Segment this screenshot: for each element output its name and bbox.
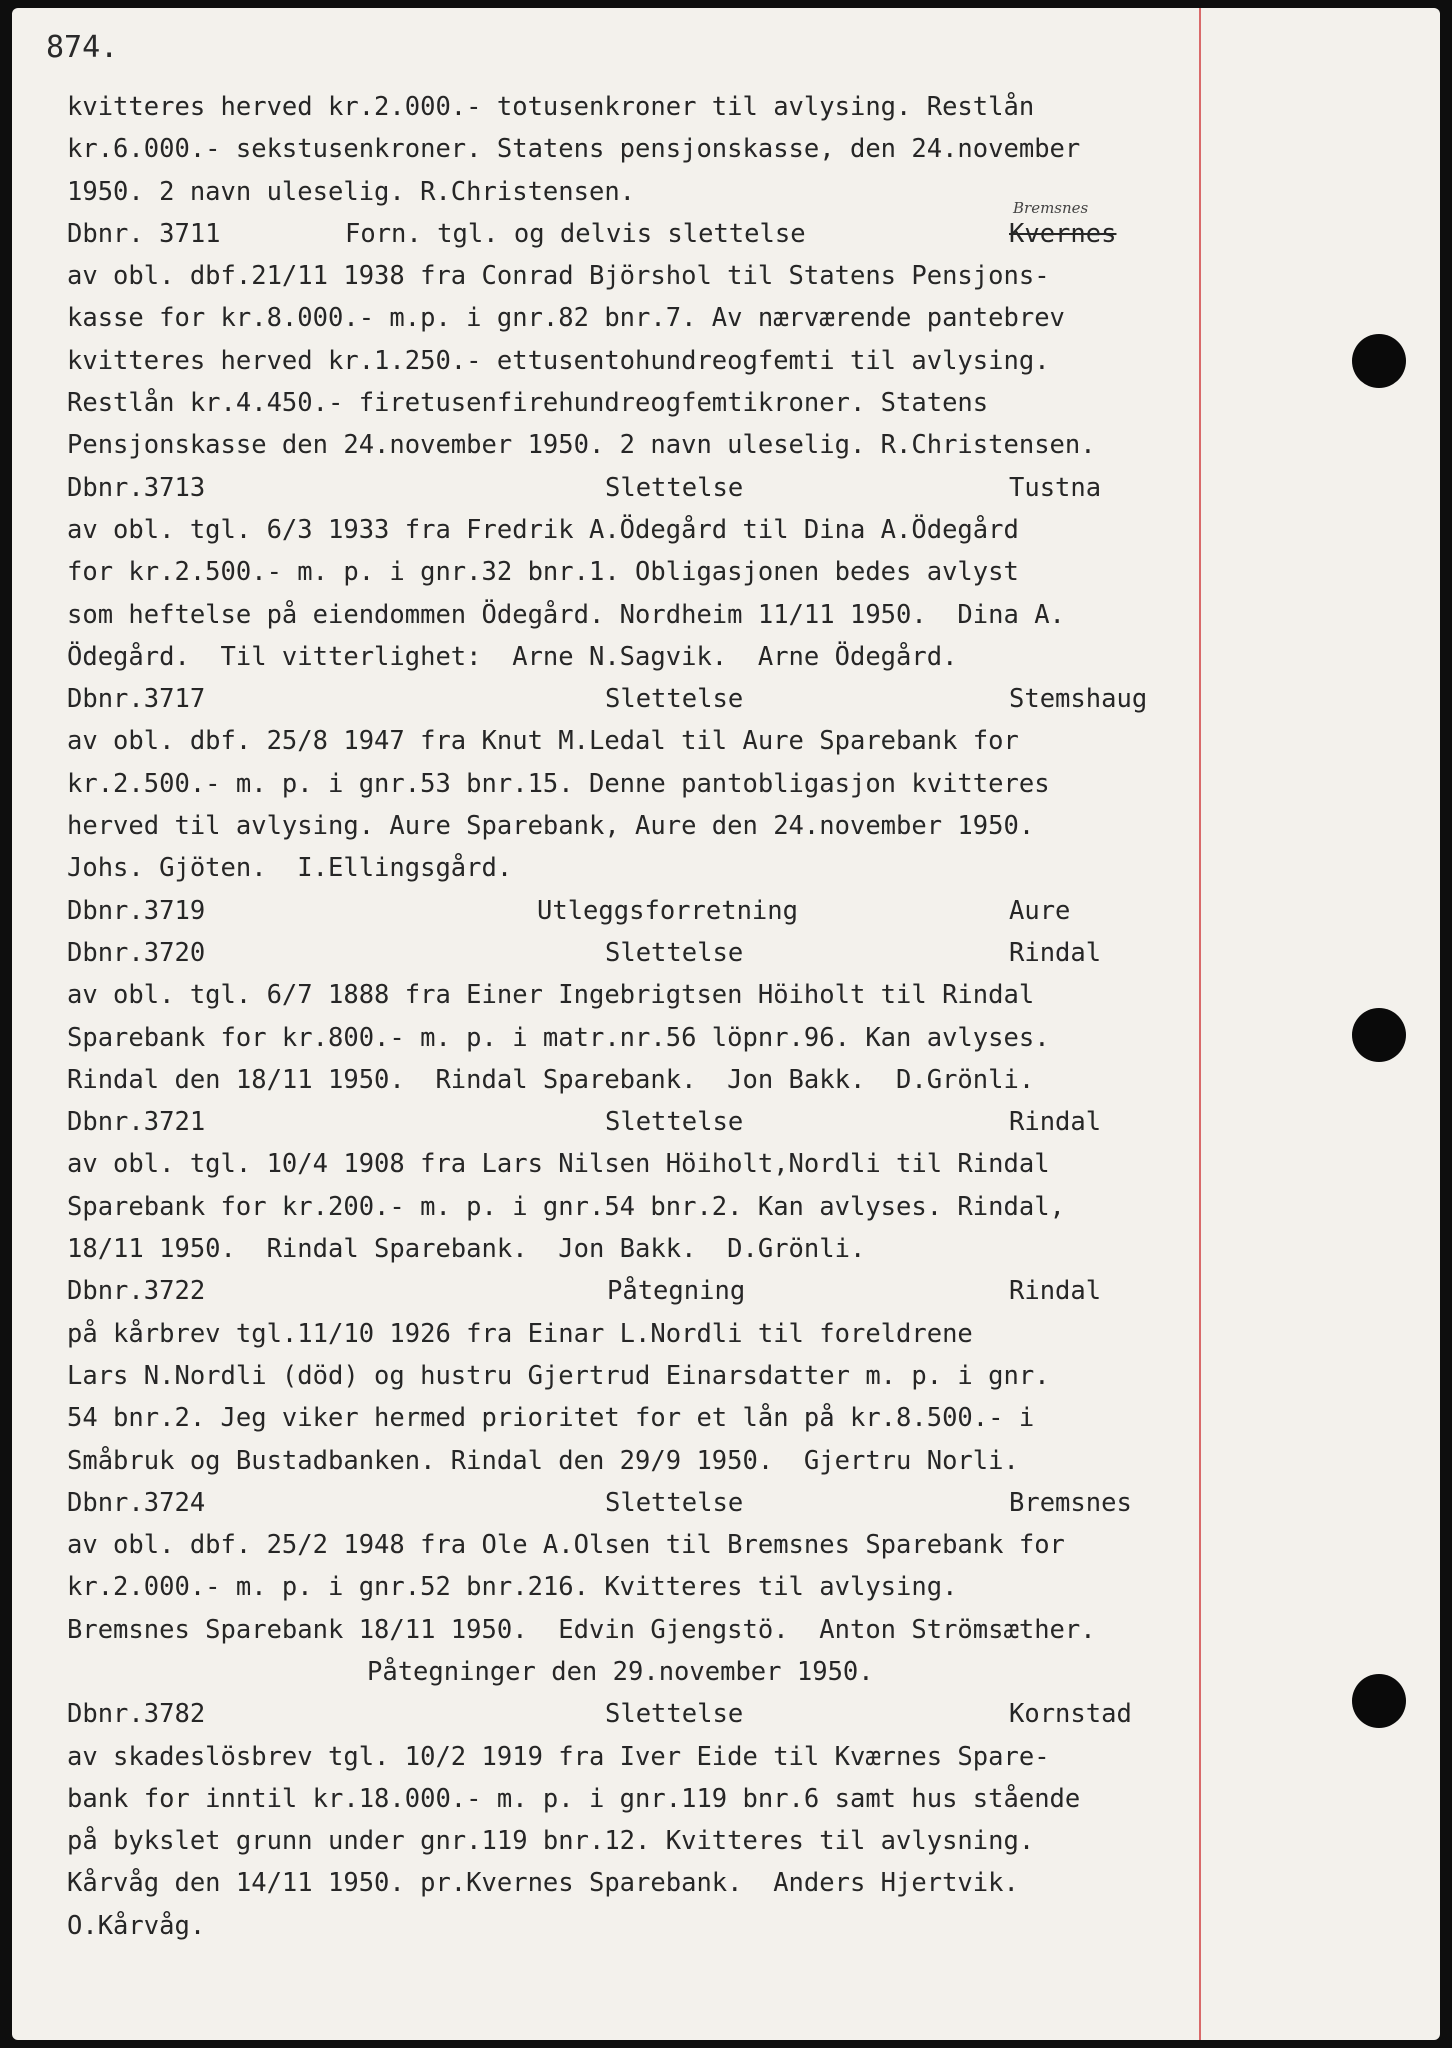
entry-number: Dbnr.3722 [67,1276,206,1307]
punch-hole [1352,1008,1406,1062]
entry-header [67,1693,1227,1735]
text-line-content: 1950. 2 navn uleselig. R.Christensen. [67,176,636,207]
text-line [67,86,1227,128]
text-line [67,1059,1227,1101]
text-line-content: av obl. dbf. 25/8 1947 fra Knut M.Ledal til Aure Sparebank for [67,726,1019,757]
text-line-content: Johs. Gjöten. I.Ellingsgård. [67,853,513,884]
text-line [67,382,1227,424]
entry-header [67,1270,1227,1312]
text-line [67,720,1227,762]
text-line-content: for kr.2.500.- m. p. i gnr.32 bnr.1. Obligasjonen bedes avlyst [67,557,1019,588]
entry-type: Utleggsforretning [537,895,798,926]
entry-header [67,932,1227,974]
text-line-content: Restlån kr.4.450.- firetusenfirehundreogfemtikroner. Statens [67,388,989,419]
text-line [67,1355,1227,1397]
text-line-content: herved til avlysing. Aure Sparebank, Aure den 24.november 1950. [67,811,1035,842]
text-line-content: Rindal den 18/11 1950. Rindal Sparebank. Jon Bakk. D.Grönli. [67,1064,1035,1095]
text-line-content: av obl. tgl. 10/4 1908 fra Lars Nilsen Höiholt,Nordli til Rindal [67,1149,1050,1180]
text-line-content: kvitteres herved kr.2.000.- totusenkroner til avlysing. Restlån [67,92,1035,122]
entry-type: Slettelse [605,1487,744,1518]
entry-header [67,1482,1227,1524]
text-line-content: Småbruk og Bustadbanken. Rindal den 29/9 1950. Gjertru Norli. [67,1445,1019,1476]
text-line [67,1186,1227,1228]
text-line [67,1440,1227,1482]
text-line [67,1820,1227,1862]
entry-number: Dbnr.3721 [67,1107,206,1138]
text-line [67,974,1227,1016]
text-line [67,1862,1227,1904]
text-line [67,847,1227,889]
text-line [67,424,1227,466]
text-line-content: bank for inntil kr.18.000.- m. p. i gnr.119 bnr.6 samt hus stående [67,1783,1081,1814]
text-line-content: av obl. tgl. 6/7 1888 fra Einer Ingebrigtsen Höiholt til Rindal [67,980,1035,1011]
text-line [67,128,1227,170]
text-line-content: Lars N.Nordli (död) og hustru Gjertrud Einarsdatter m. p. i gnr. [67,1360,1050,1391]
entry-number: Dbnr.3782 [67,1699,206,1730]
text-line [67,1313,1227,1355]
text-line-content: av obl. dbf.21/11 1938 fra Conrad Björshol til Statens Pensjons- [67,261,1050,292]
entry-place: Aure [1009,895,1071,926]
entry-number: Dbnr.3724 [67,1487,206,1518]
text-line-content: O.Kårvåg. [67,1910,206,1941]
page-number: 874. [46,30,119,65]
ledger-page [12,8,1440,2040]
entry-number: Dbnr. 3711 [67,218,221,249]
entry-number: Dbnr.3717 [67,684,206,715]
text-line-content: som heftelse på eiendommen Ödegård. Nordheim 11/11 1950. Dina A. [67,599,1065,630]
text-line [67,1905,1227,1947]
text-line-content: Pensjonskasse den 24.november 1950. 2 navn uleselig. R.Christensen. [67,430,1096,461]
entry-type: Slettelse [605,1699,744,1730]
section-heading-text: Påtegninger den 29.november 1950. [367,1656,874,1687]
text-line-content: på kårbrev tgl.11/10 1926 fra Einar L.Nordli til foreldrene [67,1318,973,1349]
entry-place: Rindal [1009,1107,1102,1138]
entry-place: Rindal [1009,1276,1102,1307]
entry-place: Bremsnes [1009,1487,1132,1518]
text-line [67,594,1227,636]
punch-hole [1352,1674,1406,1728]
entry-header [67,467,1227,509]
punch-hole [1352,334,1406,388]
text-line [67,551,1227,593]
text-line-content: Kårvåg den 14/11 1950. pr.Kvernes Sparebank. Anders Hjertvik. [67,1868,1019,1899]
text-line-content: Ödegård. Til vitterlighet: Arne N.Sagvik. Arne Ödegård. [67,641,958,672]
text-line [67,297,1227,339]
text-line [67,509,1227,551]
text-line [67,340,1227,382]
text-line [67,1778,1227,1820]
text-line-content: kasse for kr.8.000.- m.p. i gnr.82 bnr.7. Av nærværende pantebrev [67,303,1065,334]
text-line [67,1228,1227,1270]
text-line [67,1524,1227,1566]
ledger-text [67,86,1227,1947]
text-line [67,1609,1227,1651]
text-line-content: 54 bnr.2. Jeg viker hermed prioritet for et lån på kr.8.500.- i [67,1403,1035,1434]
text-line [67,763,1227,805]
text-line [67,1736,1227,1778]
entry-place: Stemshaug [1009,684,1148,715]
entry-type: Slettelse [605,937,744,968]
entry-place: Kvernes [1009,218,1117,249]
text-line-content: Sparebank for kr.200.- m. p. i gnr.54 bnr.2. Kan avlyses. Rindal, [67,1191,1065,1222]
text-line-content: Bremsnes Sparebank 18/11 1950. Edvin Gjengstö. Anton Strömsæther. [67,1614,1096,1645]
text-line-content: 18/11 1950. Rindal Sparebank. Jon Bakk. D.Grönli. [67,1234,866,1265]
entry-header [67,678,1227,720]
section-heading [67,1651,1227,1693]
entry-type: Slettelse [605,684,744,715]
text-line [67,636,1227,678]
text-line-content: kr.6.000.- sekstusenkroner. Statens pensjonskasse, den 24.november [67,134,1081,165]
text-line-content: Sparebank for kr.800.- m. p. i matr.nr.56 löpnr.96. Kan avlyses. [67,1022,1050,1053]
entry-number: Dbnr.3713 [67,472,206,503]
text-line [67,255,1227,297]
text-line-content: av skadeslösbrev tgl. 10/2 1919 fra Iver Eide til Kværnes Spare- [67,1741,1050,1772]
entry-number: Dbnr.3719 [67,895,206,926]
entry-type: Påtegning [607,1276,746,1307]
text-line-content: av obl. tgl. 6/3 1933 fra Fredrik A.Ödegård til Dina A.Ödegård [67,514,1019,545]
text-line-content: kr.2.500.- m. p. i gnr.53 bnr.15. Denne pantobligasjon kvitteres [67,768,1050,799]
text-line [67,805,1227,847]
text-line [67,1017,1227,1059]
text-line-content: av obl. dbf. 25/2 1948 fra Ole A.Olsen til Bremsnes Sparebank for [67,1530,1065,1561]
entry-place: Kornstad [1009,1699,1132,1730]
entry-header [67,198,1227,255]
entry-header [67,1101,1227,1143]
text-line [67,1143,1227,1185]
entry-place: Rindal [1009,937,1102,968]
text-line [67,1397,1227,1439]
entry-place: Tustna [1009,472,1102,503]
entry-header [67,890,1227,932]
entry-type: Slettelse [605,1107,744,1138]
text-line-content: kvitteres herved kr.1.250.- ettusentohundreogfemti til avlysing. [67,345,1050,376]
text-line [67,1566,1227,1608]
entry-number: Dbnr.3720 [67,937,206,968]
text-line-content: kr.2.000.- m. p. i gnr.52 bnr.216. Kvitteres til avlysing. [67,1572,958,1603]
handwritten-place-note: Bremsnes [1013,198,1089,217]
entry-type: Slettelse [605,472,744,503]
text-line-content: på bykslet grunn under gnr.119 bnr.12. Kvitteres til avlysning. [67,1826,1035,1857]
entry-type: Forn. tgl. og delvis slettelse [345,218,806,249]
